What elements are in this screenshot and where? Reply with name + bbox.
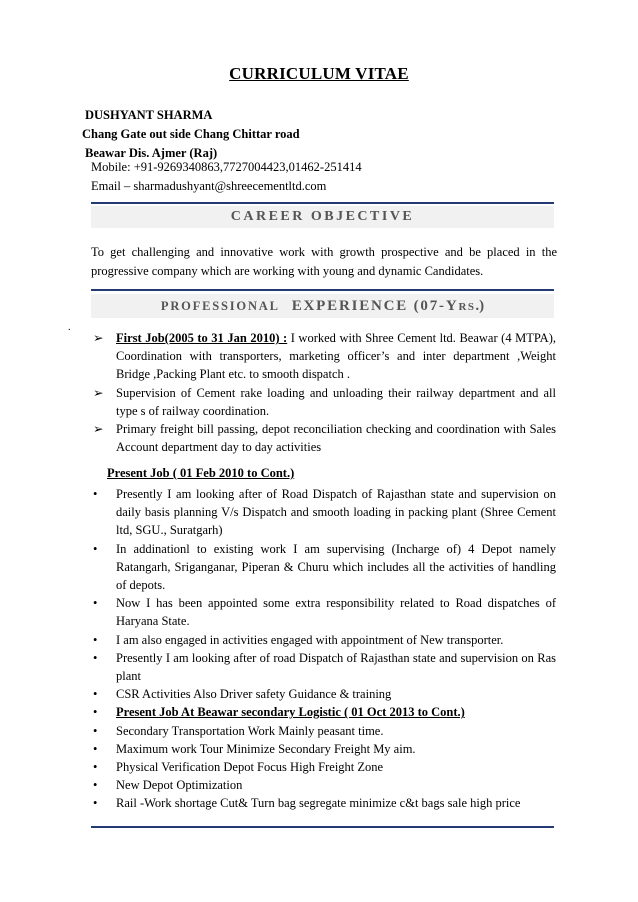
bullet-icon: •: [93, 741, 98, 756]
bullet-icon: •: [93, 687, 98, 702]
mobile-line: Mobile: +91-9269340863,7727004423,01462-251414: [91, 160, 362, 174]
arrow-bullet-icon: ➢: [93, 385, 104, 400]
list-item: • Rail -Work shortage Cut& Turn bag segregate minimize c&t bags sale high price: [93, 794, 556, 812]
list-item: • In addinationl to existing work I am supervising (Incharge of) 4 Depot namely Ratangarh, Sriganganar, Piperan & Churu which includes all the activities of handling of depots.: [93, 541, 556, 593]
list-item: • Presently I am looking after of road Dispatch of Rajasthan state and supervision on Ras plant: [93, 650, 556, 684]
first-job-title: First Job(2005 to 31 Jan 2010) :: [116, 331, 288, 345]
present-job-title: Present Job ( 01 Feb 2010 to Cont.): [107, 466, 295, 480]
bullet-icon: •: [93, 796, 98, 811]
section-rule: [91, 289, 554, 291]
bullet-icon: •: [93, 705, 98, 720]
beawar-job-title: Present Job At Beawar secondary Logistic ( 01 Oct 2013 to Cont.): [116, 705, 465, 720]
bullet-icon: •: [93, 632, 98, 647]
address-line-2: Beawar Dis. Ajmer (Raj): [85, 146, 218, 160]
list-item: • Secondary Transportation Work Mainly peasant time.: [93, 722, 556, 740]
bullet-icon: •: [93, 487, 98, 501]
arrow-bullet-icon: ➢: [93, 331, 104, 345]
section-rule: [91, 202, 554, 204]
bullet-icon: •: [93, 778, 98, 793]
list-item: [93, 329, 556, 384]
bullet-icon: •: [93, 541, 98, 556]
list-item: • Presently I am looking after of Road Dispatch of Rajasthan state and supervision on daily basis planning V/s Dispatch and smooth loading in packing plant (Shree Cement ltd, SGU., Suratgarh): [93, 487, 556, 538]
list-item: ➢ Primary freight bill passing, depot reconciliation checking and coordination with Sales Account department day to day activities: [93, 422, 556, 455]
list-item: • Maximum work Tour Minimize Secondary Freight My aim.: [93, 740, 556, 758]
list-item: • CSR Activities Also Driver safety Guidance & training: [93, 685, 556, 703]
present-job-list: [93, 485, 556, 813]
list-item: • I am also engaged in activities engaged with appointment of New transporter.: [93, 631, 556, 649]
arrow-bullet-icon: ➢: [93, 422, 104, 437]
first-job-text: I worked with Shree Cement ltd. Beawar (4 MTPA), Coordination with transporters, marketing officer’s and inter department ,Weight Bridge ,Packing Plant etc. to smooth dispatch .: [116, 331, 556, 382]
list-item: • Physical Verification Depot Focus High Freight Zone: [93, 758, 556, 776]
candidate-name: DUSHYANT SHARMA: [85, 108, 213, 122]
list-item: • New Depot Optimization: [93, 776, 556, 794]
list-item: • Now I has been appointed some extra responsibility related to Road dispatches of Haryana State.: [93, 596, 556, 629]
address-line-1: Chang Gate out side Chang Chittar road: [82, 127, 300, 141]
section-rule: [91, 826, 554, 828]
bullet-icon: •: [93, 596, 98, 611]
email-line: Email – sharmadushyant@shreecementltd.com: [91, 179, 327, 193]
career-objective-text: To get challenging and innovative work with growth prospective and be placed in the progressive company which are working with young and dynamic Candidates.: [91, 245, 557, 278]
stray-mark: .: [68, 322, 71, 333]
bullet-icon: •: [93, 650, 98, 665]
bullet-icon: •: [93, 723, 98, 738]
bullet-icon: •: [93, 760, 98, 775]
list-item: ➢ Supervision of Cement rake loading and unloading their railway department and all type s of railway coordination.: [93, 385, 556, 418]
first-job-list: [93, 329, 556, 456]
list-item: [93, 703, 556, 721]
career-heading: CAREER OBJECTIVE: [91, 206, 554, 228]
experience-heading: PROFESSIONAL EXPERIENCE (07-YRS.): [91, 294, 554, 318]
document-title: CURRICULUM VITAE: [229, 64, 409, 83]
